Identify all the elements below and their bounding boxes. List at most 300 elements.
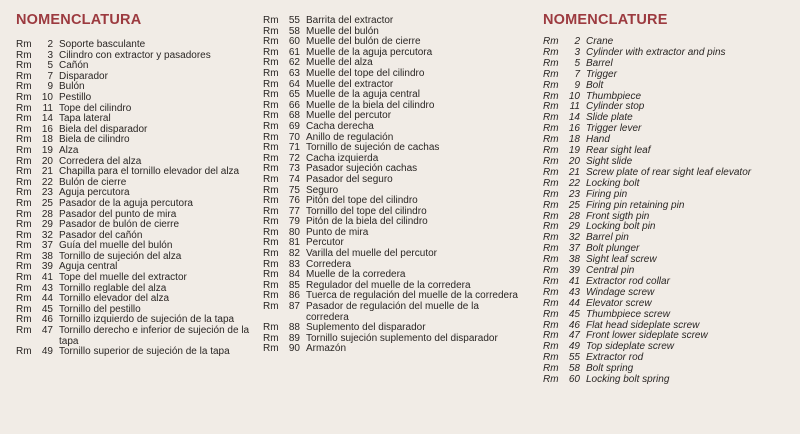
part-name: Tornillo del pestillo <box>59 303 141 315</box>
part-code: Rm <box>543 297 559 309</box>
part-name: Muelle del bulón de cierre <box>306 36 421 48</box>
part-name: Muelle de la aguja percutora <box>306 46 433 58</box>
part-number: 71 <box>288 142 300 154</box>
part-name: Hand <box>586 134 610 146</box>
part-code: Rm <box>263 258 279 270</box>
part-number: 7 <box>47 70 53 82</box>
part-name: Barrel <box>586 57 613 69</box>
part-code: Rm <box>263 131 279 143</box>
part-code: Rm <box>543 286 559 298</box>
part-number: 29 <box>568 221 580 233</box>
part-number: 49 <box>568 341 580 353</box>
part-code: Rm <box>16 70 32 82</box>
part-name: Pitón de la biela del cilindro <box>306 216 428 228</box>
part-code: Rm <box>543 319 559 331</box>
part-number: 25 <box>41 197 53 209</box>
part-code: Rm <box>263 67 279 79</box>
part-name: Tornillo del tope del cilindro <box>306 205 427 217</box>
part-name: Aguja percutora <box>59 187 130 199</box>
part-name: Extractor rod collar <box>586 275 670 287</box>
part-name: Muelle del tope del cilindro <box>306 67 425 79</box>
part-code: Rm <box>543 134 559 146</box>
part-name: Punto de mira <box>306 226 369 238</box>
part-number: 64 <box>288 78 300 90</box>
part-number: 25 <box>568 199 580 211</box>
part-code: Rm <box>543 254 559 266</box>
part-number: 60 <box>568 374 580 386</box>
part-name: Bolt plunger <box>586 243 640 255</box>
part-name: Thumbpiece <box>586 90 642 102</box>
part-name: Bulón de cierre <box>59 176 127 188</box>
part-number: 23 <box>41 187 53 199</box>
part-number: 81 <box>288 237 300 249</box>
part-code: Rm <box>543 177 559 189</box>
part-name: Bulón <box>59 81 85 93</box>
part-name: Biela de cilindro <box>59 134 130 146</box>
part-number: 58 <box>568 363 580 375</box>
part-code: Rm <box>263 110 279 122</box>
part-code: Rm <box>263 152 279 164</box>
part-number: 76 <box>288 195 300 207</box>
part-number: 11 <box>42 102 53 114</box>
part-number: 22 <box>568 177 580 189</box>
part-code: Rm <box>543 36 559 47</box>
part-number: 9 <box>47 81 53 93</box>
part-code: Rm <box>263 290 279 302</box>
part-number: 88 <box>288 322 300 334</box>
part-name: Pasador sujeción cachas <box>306 163 418 175</box>
part-code: Rm <box>543 46 559 58</box>
part-code: Rm <box>16 81 32 93</box>
spanish-part-item <box>16 51 267 62</box>
spanish-part-item <box>263 334 520 345</box>
part-code: Rm <box>543 265 559 277</box>
part-name: Elevator screw <box>586 297 652 309</box>
part-code: Rm <box>543 232 559 244</box>
part-number: 63 <box>288 67 300 79</box>
part-name: Thumbpiece screw <box>586 308 670 320</box>
part-number: 14 <box>568 112 580 124</box>
part-code: Rm <box>16 303 32 315</box>
part-name: Pasador del punto de mira <box>59 208 177 220</box>
part-name: Muelle de la biela del cilindro <box>306 99 435 111</box>
part-number: 3 <box>574 46 580 58</box>
part-number: 41 <box>41 272 53 284</box>
part-code: Rm <box>263 248 279 260</box>
part-code: Rm <box>263 89 279 101</box>
part-code: Rm <box>16 187 32 199</box>
part-name: Tornillo de sujeción del alza <box>59 250 182 262</box>
part-number: 20 <box>41 155 53 167</box>
part-name: Muelle del percutor <box>306 110 392 122</box>
spanish-list-part1 <box>16 40 267 358</box>
part-number: 28 <box>41 208 53 220</box>
part-number: 43 <box>41 282 53 294</box>
part-number: 3 <box>47 49 53 61</box>
english-part-item <box>543 70 751 81</box>
part-code: Rm <box>16 325 32 337</box>
part-name: Suplemento del disparador <box>306 322 426 334</box>
part-code: Rm <box>16 261 32 273</box>
english-part-item <box>543 375 751 386</box>
part-number: 39 <box>41 261 53 273</box>
part-name: Bolt spring <box>586 363 634 375</box>
part-code: Rm <box>16 219 32 231</box>
part-code: Rm <box>543 308 559 320</box>
part-name: Tornillo elevador del alza <box>59 293 170 305</box>
part-number: 82 <box>288 248 300 260</box>
part-name: Top sideplate screw <box>586 341 675 353</box>
english-part-item <box>543 81 751 92</box>
part-code: Rm <box>543 221 559 233</box>
part-number: 38 <box>568 254 580 266</box>
spanish-part-item <box>16 294 267 305</box>
part-code: Rm <box>16 134 32 146</box>
part-code: Rm <box>16 272 32 284</box>
part-code: Rm <box>543 210 559 222</box>
part-code: Rm <box>543 275 559 287</box>
part-name: Disparador <box>59 70 108 82</box>
part-code: Rm <box>543 166 559 178</box>
spanish-part-item <box>16 135 267 146</box>
part-number: 9 <box>574 79 580 91</box>
part-name: Muelle del alza <box>306 57 373 69</box>
part-code: Rm <box>543 112 559 124</box>
part-code: Rm <box>16 240 32 252</box>
part-code: Rm <box>263 163 279 175</box>
part-name: Soporte basculante <box>59 39 146 50</box>
part-number: 62 <box>288 57 300 69</box>
spanish-part-item <box>16 72 267 83</box>
part-number: 28 <box>568 210 580 222</box>
part-name: Pitón del tope del cilindro <box>306 195 418 207</box>
part-name: Anillo de regulación <box>306 131 394 143</box>
part-code: Rm <box>263 343 279 355</box>
part-number: 16 <box>568 123 580 135</box>
part-name: Muelle de la corredera <box>306 269 406 281</box>
part-code: Rm <box>16 113 32 125</box>
part-number: 11 <box>569 101 580 113</box>
part-name: Front lower sideplate screw <box>586 330 708 342</box>
part-code: Rm <box>543 352 559 364</box>
part-number: 23 <box>568 188 580 200</box>
part-number: 69 <box>288 120 300 132</box>
spanish-part-item <box>16 178 267 189</box>
part-name: Percutor <box>306 237 344 249</box>
part-code: Rm <box>543 57 559 69</box>
part-code: Rm <box>16 144 32 156</box>
spanish-part-item <box>16 347 267 358</box>
part-number: 21 <box>41 166 53 178</box>
part-code: Rm <box>16 293 32 305</box>
part-name: Seguro <box>306 184 339 196</box>
part-number: 39 <box>568 265 580 277</box>
part-code: Rm <box>263 216 279 228</box>
part-number: 32 <box>41 229 53 241</box>
part-number: 55 <box>568 352 580 364</box>
part-name: Muelle de la aguja central <box>306 89 420 101</box>
part-name: Firing pin <box>586 188 628 200</box>
spanish-part-item <box>263 217 520 228</box>
part-name: Tornillo izquierdo de sujeción de la tapa <box>59 314 235 326</box>
part-code: Rm <box>16 102 32 114</box>
part-number: 37 <box>568 243 580 255</box>
part-name: Armazón <box>306 343 347 355</box>
part-number: 55 <box>288 15 300 26</box>
part-number: 44 <box>41 293 53 305</box>
part-name: Tornillo sujeción suplemento del disparador <box>306 332 498 344</box>
spanish-part-item <box>263 69 520 80</box>
part-name: Tope del cilindro <box>59 102 132 114</box>
part-name: Corredera <box>306 258 352 270</box>
part-number: 38 <box>41 250 53 262</box>
part-number: 46 <box>41 314 53 326</box>
part-name: Cacha derecha <box>306 120 374 132</box>
part-name: Extractor rod <box>586 352 644 364</box>
part-code: Rm <box>543 123 559 135</box>
part-code: Rm <box>543 68 559 80</box>
part-number: 44 <box>568 297 580 309</box>
spanish-part-item <box>263 302 520 323</box>
part-number: 84 <box>288 269 300 281</box>
part-code: Rm <box>263 46 279 58</box>
part-name: Aguja central <box>59 261 118 273</box>
part-number: 87 <box>288 301 300 313</box>
part-name: Cañón <box>59 60 89 72</box>
part-number: 2 <box>47 39 53 50</box>
part-number: 41 <box>568 275 580 287</box>
part-number: 5 <box>47 60 53 72</box>
part-number: 2 <box>574 36 580 47</box>
part-code: Rm <box>16 314 32 326</box>
part-code: Rm <box>16 60 32 72</box>
part-code: Rm <box>543 101 559 113</box>
part-name: Pasador de la aguja percutora <box>59 197 193 209</box>
part-code: Rm <box>263 78 279 90</box>
spanish-part-item <box>263 175 520 186</box>
part-code: Rm <box>16 282 32 294</box>
part-code: Rm <box>16 91 32 103</box>
part-name: Pasador del seguro <box>306 173 393 185</box>
part-number: 73 <box>288 163 300 175</box>
part-code: Rm <box>16 250 32 262</box>
part-number: 75 <box>288 184 300 196</box>
part-number: 66 <box>288 99 300 111</box>
part-code: Rm <box>543 188 559 200</box>
part-number: 45 <box>41 303 53 315</box>
part-name: Barrita del extractor <box>306 15 394 26</box>
part-number: 49 <box>41 346 53 358</box>
spanish-part-item <box>16 326 267 347</box>
spanish-part-item <box>263 344 520 355</box>
part-name: Sight leaf screw <box>586 254 657 266</box>
part-number: 22 <box>41 176 53 188</box>
part-number: 89 <box>288 332 300 344</box>
spanish-part-item <box>263 249 520 260</box>
part-code: Rm <box>263 332 279 344</box>
part-code: Rm <box>543 243 559 255</box>
spanish-part-item <box>16 82 267 93</box>
part-number: 14 <box>41 113 53 125</box>
part-code: Rm <box>543 79 559 91</box>
part-code: Rm <box>16 49 32 61</box>
part-name: Locking bolt spring <box>586 374 670 386</box>
part-number: 77 <box>288 205 300 217</box>
part-name: Firing pin retaining pin <box>586 199 685 211</box>
english-title: NOMENCLATURE <box>543 12 668 28</box>
part-name: Barrel pin <box>586 232 629 244</box>
part-code: Rm <box>16 229 32 241</box>
part-code: Rm <box>16 166 32 178</box>
part-code: Rm <box>543 199 559 211</box>
part-name: Muelle del bulón <box>306 25 379 37</box>
part-code: Rm <box>543 145 559 157</box>
part-name: Tornillo superior de sujeción de la tapa <box>59 346 230 358</box>
spanish-part-item <box>16 167 267 178</box>
part-number: 46 <box>568 319 580 331</box>
part-name: Cilindro con extractor y pasadores <box>59 49 211 61</box>
part-name: Biela del disparador <box>59 123 148 135</box>
part-name: Regulador del muelle de la corredera <box>306 279 471 291</box>
part-code: Rm <box>263 25 279 37</box>
part-name: Chapilla para el tornillo elevador del alza <box>59 166 240 178</box>
part-name: Front sigth pin <box>586 210 650 222</box>
part-number: 60 <box>288 36 300 48</box>
part-number: 5 <box>574 57 580 69</box>
part-name: Tope del muelle del extractor <box>59 272 187 284</box>
part-code: Rm <box>16 155 32 167</box>
part-code: Rm <box>263 195 279 207</box>
part-number: 61 <box>288 46 300 58</box>
part-name: Sight slide <box>586 155 633 167</box>
part-code: Rm <box>543 363 559 375</box>
part-number: 79 <box>288 216 300 228</box>
part-number: 72 <box>288 152 300 164</box>
part-name: Locking bolt <box>586 177 640 189</box>
spanish-part-item <box>263 101 520 112</box>
part-number: 20 <box>568 155 580 167</box>
part-name: Central pin <box>586 265 635 277</box>
part-number: 83 <box>288 258 300 270</box>
part-number: 70 <box>288 131 300 143</box>
part-name: Muelle del extractor <box>306 78 394 90</box>
spanish-part-item <box>16 199 267 210</box>
spanish-part-item <box>16 40 267 51</box>
part-name: Pasador de regulación del muelle de la corredera <box>306 301 479 323</box>
part-number: 47 <box>41 325 53 337</box>
spanish-list-part2 <box>263 16 520 355</box>
part-number: 7 <box>574 68 580 80</box>
part-number: 74 <box>288 173 300 185</box>
part-name: Tornillo derecho e inferior de sujeción de la tapa <box>59 325 250 347</box>
part-name: Crane <box>586 36 614 47</box>
part-number: 10 <box>41 91 53 103</box>
part-code: Rm <box>263 142 279 154</box>
part-code: Rm <box>16 123 32 135</box>
part-name: Cylinder stop <box>586 101 645 113</box>
part-code: Rm <box>16 197 32 209</box>
part-code: Rm <box>263 322 279 334</box>
part-name: Pasador de bulón de cierre <box>59 219 180 231</box>
part-code: Rm <box>263 120 279 132</box>
part-number: 18 <box>41 134 53 146</box>
part-code: Rm <box>16 208 32 220</box>
part-number: 32 <box>568 232 580 244</box>
part-name: Trigger <box>586 68 617 80</box>
part-number: 37 <box>41 240 53 252</box>
spanish-part-item <box>263 48 520 59</box>
spanish-part-item <box>16 93 267 104</box>
part-code: Rm <box>543 330 559 342</box>
part-code: Rm <box>263 226 279 238</box>
part-code: Rm <box>263 279 279 291</box>
part-code: Rm <box>263 301 279 313</box>
part-name: Flat head sideplate screw <box>586 319 700 331</box>
part-number: 19 <box>41 144 53 156</box>
english-part-item <box>543 310 751 321</box>
part-code: Rm <box>263 57 279 69</box>
part-name: Rear sight leaf <box>586 145 651 157</box>
part-name: Trigger lever <box>586 123 642 135</box>
part-code: Rm <box>543 90 559 102</box>
part-number: 65 <box>288 89 300 101</box>
part-code: Rm <box>543 341 559 353</box>
english-list <box>543 37 751 386</box>
part-number: 58 <box>288 25 300 37</box>
spanish-part-item <box>263 143 520 154</box>
spanish-part-item <box>263 111 520 122</box>
part-code: Rm <box>543 374 559 386</box>
part-code: Rm <box>16 39 32 50</box>
spanish-part-item <box>263 122 520 133</box>
spanish-part-item <box>16 61 267 72</box>
part-name: Screw plate of rear sight leaf elevator <box>586 166 752 178</box>
part-number: 19 <box>568 145 580 157</box>
part-number: 45 <box>568 308 580 320</box>
english-part-item <box>543 190 751 201</box>
part-code: Rm <box>263 184 279 196</box>
part-code: Rm <box>263 15 279 26</box>
spanish-part-item <box>16 125 267 136</box>
part-code: Rm <box>16 176 32 188</box>
part-name: Slide plate <box>586 112 633 124</box>
spanish-title: NOMENCLATURA <box>16 12 142 28</box>
part-number: 47 <box>568 330 580 342</box>
part-name: Cacha izquierda <box>306 152 379 164</box>
english-part-item <box>543 201 751 212</box>
part-code: Rm <box>16 346 32 358</box>
part-name: Pasador del cañón <box>59 229 143 241</box>
spanish-part-item <box>263 16 520 27</box>
spanish-part-item <box>16 252 267 263</box>
part-number: 18 <box>568 134 580 146</box>
spanish-part-item <box>16 146 267 157</box>
part-number: 85 <box>288 279 300 291</box>
part-name: Bolt <box>586 79 604 91</box>
part-code: Rm <box>263 269 279 281</box>
part-name: Tapa lateral <box>59 113 111 125</box>
part-number: 68 <box>288 110 300 122</box>
part-code: Rm <box>543 155 559 167</box>
part-name: Locking bolt pin <box>586 221 656 233</box>
part-number: 80 <box>288 226 300 238</box>
part-name: Tornillo reglable del alza <box>59 282 167 294</box>
part-number: 10 <box>568 90 580 102</box>
part-number: 29 <box>41 219 53 231</box>
part-code: Rm <box>263 173 279 185</box>
part-code: Rm <box>263 237 279 249</box>
part-code: Rm <box>263 99 279 111</box>
